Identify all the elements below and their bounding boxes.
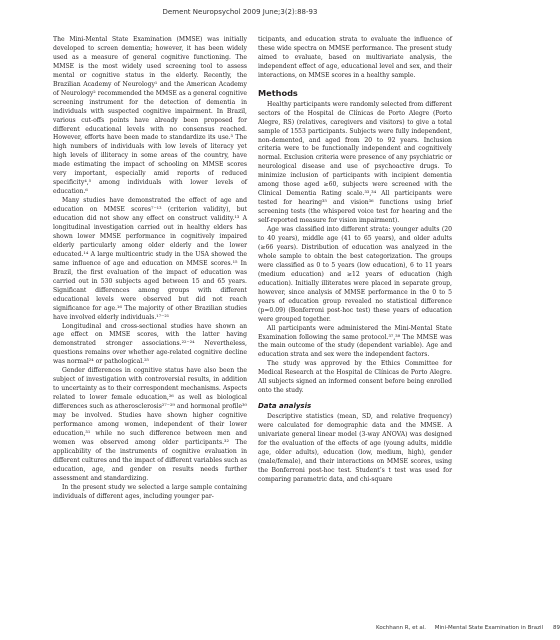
page-number: 89	[553, 625, 560, 631]
data-analysis-heading: Data analysis	[258, 402, 312, 411]
left-column	[53, 36, 247, 502]
data-analysis-paragraph: Descriptive statistics (mean, SD, and relative frequency) were calculated for demographic data and the MMSE. A univariate general linear model (3-way ANOVA) was designed for the evaluation of the effects of age (young adults, middle age, older adults), education (low, medium, high), gender (male/female), and their interactions on MMSE scores, using the Bonferroni post-hoc test. Student’s t test was used for comparing parametric data, and chi-square	[258, 413, 452, 483]
continuation-paragraph: ticipants, and education strata to evaluate the influence of these wide spectra on MMSE performance. The present study aimed to evaluate, based on multivariate analysis, the independent effect of age, educational level and sex, and their interactions, on MMSE scores in a healthy sample.	[258, 36, 452, 79]
running-foot	[376, 625, 560, 631]
methods-paragraph: Age was classified into different strata: younger adults (20 to 40 years), middle age (41 to 65 years), and older adults (≥66 years). Distribution of education was analyzed in the whole sample to obtain the best categorization. The groups were classified as 0 to 5 years (low education), 6 to 11 years (medium education) and ≥12 years of education (high education). Initially illiterates were placed in separate group, however, since analysis of MMSE performance in the 0 to 5 years of education group revealed no statistical difference (p=0.09) (Bonferroni post-hoc test) these years of education were grouped together.	[258, 226, 452, 323]
running-head: Dement Neuropsychol 2009 June;3(2):88-93	[162, 8, 318, 16]
methods-paragraph: Healthy participants were randomly selected from different sectors of the Hospital de Clínicas de Porto Alegre (Porto Alegre, RS) (relatives, caregivers and visitors) to give a total sample of 1553 participants. Subjects were fully independent, non-demented, and aged from 20 to 92 years. Inclusion criteria were to be functionally independent and cognitively normal. Exclusion criteria were presence of any psychiatric or neurological disease and use of psychoactive drugs. To minimize inclusion of participants with incipient dementia among those aged ≥60, subjects were screened with the Clinical Dementia Rating scale.³³,³⁴ All participants were tested for hearing³⁵ and vision³⁶ functions using brief screening tests (the whispered voice test for hearing and the self-reported measure for vision impairment).	[258, 100, 452, 225]
body-paragraph: Many studies have demonstrated the effect of age and education on MMSE scores⁷⁻¹³ (criterion validity), but education did not show any effect on construct validity.¹³ A longitudinal investigation carried out in healthy elders has shown lower MMSE performance in cognitively impaired elderly particularly among older elderly and the lower educated.¹⁴ A large multicentric study in the USA showed the same influence of age and education on MMSE scores.¹⁵ In Brazil, the first evaluation of the impact of education was carried out in 530 subjects aged between 15 and 65 years. Significant differences among groups with different educational levels were observed but did not reach significance for age.¹⁶ The majority of other Brazilian studies have involved elderly individuals.¹⁷⁻²¹	[53, 197, 247, 321]
methods-heading: Methods	[258, 87, 298, 98]
methods-paragraph: All participants were administered the Mini-Mental State Examination following the same protocol.³⁷,³⁸ The MMSE was the main outcome of the study (dependent variable). Age and education strata and sex were the independent factors.	[258, 324, 452, 359]
intro-paragraph: The Mini-Mental State Examination (MMSE) was initially developed to screen dementia; however, it has been widely used as a measure of general cognitive functioning. The MMSE is the most widely used screening tool to assess mental or cognitive status in the elderly. Recently, the Brazilian Academy of Neurology¹ and the American Academy of Neurology² recommended the MMSE as a general cognitive screening instrument for the detection of dementia in individuals with suspected cognitive impairment. In Brazil, various cut-offs points have already been proposed for different educational levels with no consensus reached. However, efforts have been made to standardize its use.³ The high numbers of individuals with low levels of literacy yet high levels of illiteracy in some areas of the country, have made estimating the impact of schooling on MMSE scores very important, especially amid reports of reduced specificity⁴,⁵ among individuals with lower levels of education.⁶	[53, 36, 247, 196]
body-paragraph: Gender differences in cognitive status have also been the subject of investigation with controversial results, in addition to uncertainty as to their correspondent mechanisms. Aspects related to lower female education,²⁶ as well as biological differences such as atherosclerosis²⁷⁻²⁹ and hormonal profile³⁰ may be involved. Studies have shown higher cognitive performance among women, independent of their lower education,³¹ while no such difference between men and women was observed among older participants.³² The applicability of the instruments of cognitive evaluation in different cultures and the impact of different variables such as education, age, and gender on results needs further assessment and standardizing.	[53, 367, 247, 482]
running-foot-text: Kochhann R, et al. Mini-Mental State Examination in Brazil	[376, 625, 544, 631]
body-paragraph: In the present study we selected a large sample containing individuals of different ages, including younger par-	[53, 483, 247, 500]
right-column	[258, 36, 452, 485]
methods-paragraph: The study was approved by the Ethics Committee for Medical Research at the Hospital de Clínicas de Porto Alegre. All subjects signed an informed consent before being enrolled onto the study.	[258, 360, 452, 395]
body-paragraph: Longitudinal and cross-sectional studies have shown an age effect on MMSE scores, with the latter having demonstrated stronger associations.²²⁻²⁴ Nevertheless, questions remains over whether age-related cognitive decline was normal²⁴ or pathological.²⁵	[53, 322, 247, 366]
